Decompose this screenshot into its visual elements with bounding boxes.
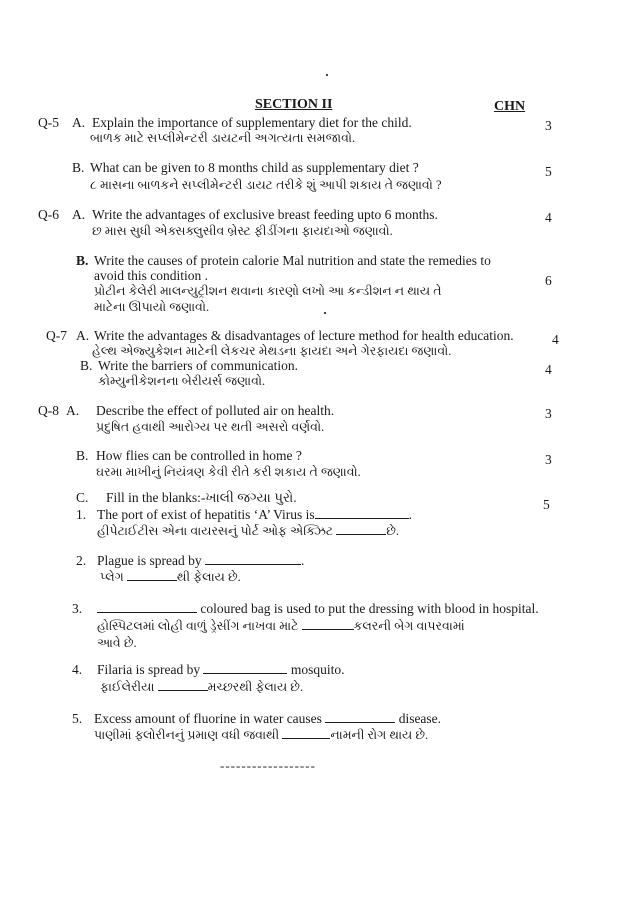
scan-speck bbox=[326, 74, 328, 76]
q6b-marks: 6 bbox=[545, 273, 552, 288]
fill-item-1-gujarati: હીપેટાઈટીસ એના વાયરસનું પોર્ટ ઓફ એક્ઝિટ છે. bbox=[97, 524, 400, 538]
q8c-english: Fill in the blanks:-ખાલી જગ્યા પુરો. bbox=[106, 490, 297, 505]
q7b-gujarati: કોમ્યુનીકેશનના બેરીયર્સ જણાવો. bbox=[98, 374, 266, 388]
blank-line[interactable] bbox=[127, 571, 177, 581]
fill-item-3-gujarati: હોસ્પિટલમાં લોહી વાળું ડ્રેસીંગ નાખવા માટે કલરની બેગ વાપરવામાં bbox=[97, 619, 465, 633]
q5b-english: What can be given to 8 months child as supplementary diet ? bbox=[90, 160, 419, 175]
scan-speck bbox=[324, 312, 326, 314]
q5a-label: A. bbox=[72, 115, 86, 130]
q8a-label: A. bbox=[66, 403, 80, 418]
q8b-gujarati: ઘરમા માખીનું નિયંત્રણ કેવી રીતે કરી શકાય તે જણાવો. bbox=[96, 465, 361, 479]
q7a-gujarati: હેલ્થ એજ્યુકેશન માટેની લેકચર મેથડના ફાયદા અને ગેરફાયદા જણાવો. bbox=[92, 344, 452, 358]
q5a-english: Explain the importance of supplementary diet for the child. bbox=[92, 115, 412, 130]
q6b-english-line1: Write the causes of protein calorie Mal nutrition and state the remedies to bbox=[94, 253, 491, 268]
fill-item-number: 5. bbox=[72, 711, 83, 726]
q6b-label: B. bbox=[76, 253, 89, 268]
blank-line[interactable] bbox=[336, 525, 386, 535]
q5a-gujarati: બાળક માટે સપ્લીમેન્ટરી ડાયટની અગત્યતા સમજાવો. bbox=[90, 131, 356, 145]
q8b-label: B. bbox=[76, 448, 89, 463]
q6a-english: Write the advantages of exclusive breast feeding upto 6 months. bbox=[92, 207, 438, 222]
blank-line[interactable] bbox=[97, 602, 197, 613]
fill-item-5-gujarati: પાણીમાં ફ્લોરીનનું પ્રમાણ વધી જવાથી નામની રોગ થાય છે. bbox=[94, 728, 429, 742]
q8a-marks: 3 bbox=[545, 406, 552, 421]
fill-item-number: 3. bbox=[72, 601, 83, 616]
q5a-marks: 3 bbox=[545, 118, 552, 133]
question-5-label: Q-5 bbox=[38, 115, 59, 130]
blank-line[interactable] bbox=[203, 663, 287, 674]
blank-line[interactable] bbox=[282, 729, 330, 739]
q8a-gujarati: પ્રદુષિત હવાથી આરોગ્ય પર થતી અસરો વર્ણવો. bbox=[96, 420, 325, 434]
fill-item-number: 2. bbox=[76, 553, 87, 568]
q6b-gujarati-line2: માટેના ઊપાયો જણાવો. bbox=[94, 300, 210, 314]
fill-item-number: 4. bbox=[72, 662, 83, 677]
fill-item-3-english: coloured bag is used to put the dressing with blood in hospital. bbox=[97, 601, 539, 617]
fill-item-5-english: Excess amount of fluorine in water causes disease. bbox=[94, 711, 442, 726]
q6a-label: A. bbox=[72, 207, 86, 222]
question-7-label: Q-7 bbox=[46, 328, 67, 343]
fill-item-3-gujarati-line2: આવે છે. bbox=[97, 636, 137, 650]
blank-line[interactable] bbox=[205, 554, 301, 565]
blank-line[interactable] bbox=[315, 508, 409, 519]
fill-item-number: 1. bbox=[76, 507, 87, 522]
q7b-marks: 4 bbox=[545, 362, 552, 377]
fill-item-2-gujarati: પ્લેગ થી ફેલાય છે. bbox=[100, 570, 241, 584]
blank-line[interactable] bbox=[158, 681, 208, 691]
section-title: SECTION II bbox=[255, 97, 333, 112]
q7b-english: Write the barriers of communication. bbox=[98, 358, 299, 373]
q7a-english: Write the advantages & disadvantages of lecture method for health education. bbox=[94, 328, 514, 343]
q8c-label: C. bbox=[76, 490, 89, 505]
paper-code: CHN bbox=[494, 99, 526, 114]
q8c-marks: 5 bbox=[543, 497, 550, 512]
fill-item-2-english: Plague is spread by . bbox=[97, 553, 305, 568]
q5b-label: B. bbox=[72, 160, 85, 175]
question-8-label: Q-8 bbox=[38, 403, 59, 418]
q8a-english: Describe the effect of polluted air on health. bbox=[96, 403, 335, 418]
q7a-label: A. bbox=[76, 328, 90, 343]
q7b-label: B. bbox=[80, 358, 93, 373]
fill-item-4-gujarati: ફાઈલેરીયા મચ્છરથી ફેલાય છે. bbox=[100, 680, 304, 694]
q5b-gujarati: ૮ માસના બાળકને સપ્લીમેન્ટરી ડાયટ તરીકે શું આપી શકાય તે જણાવો ? bbox=[90, 178, 442, 192]
blank-line[interactable] bbox=[325, 712, 395, 723]
q8b-english: How flies can be controlled in home ? bbox=[96, 448, 302, 463]
question-6-label: Q-6 bbox=[38, 207, 59, 222]
q5b-marks: 5 bbox=[545, 164, 552, 179]
q6a-gujarati: છ માસ સુધી એક્સક્લુસીવ બ્રેસ્ટ ફીડીંગના ફાયદાઓ જણાવો. bbox=[92, 224, 393, 238]
fill-item-1-english: The port of exist of hepatitis ‘A’ Virus is . bbox=[97, 507, 413, 522]
q6b-gujarati-line1: પ્રોટીન કેલેરી માલન્યુટ્રીશન થવાના કારણો લખો આ કન્ડીશન ન થાય તે bbox=[94, 284, 442, 298]
q7a-marks: 4 bbox=[552, 332, 559, 347]
q6a-marks: 4 bbox=[545, 210, 552, 225]
blank-line[interactable] bbox=[302, 620, 354, 630]
fill-item-4-english: Filaria is spread by mosquito. bbox=[97, 662, 345, 677]
end-of-paper-rule: ------------------ bbox=[220, 758, 316, 773]
q8b-marks: 3 bbox=[545, 452, 552, 467]
q6b-english-line2: avoid this condition . bbox=[94, 268, 208, 283]
